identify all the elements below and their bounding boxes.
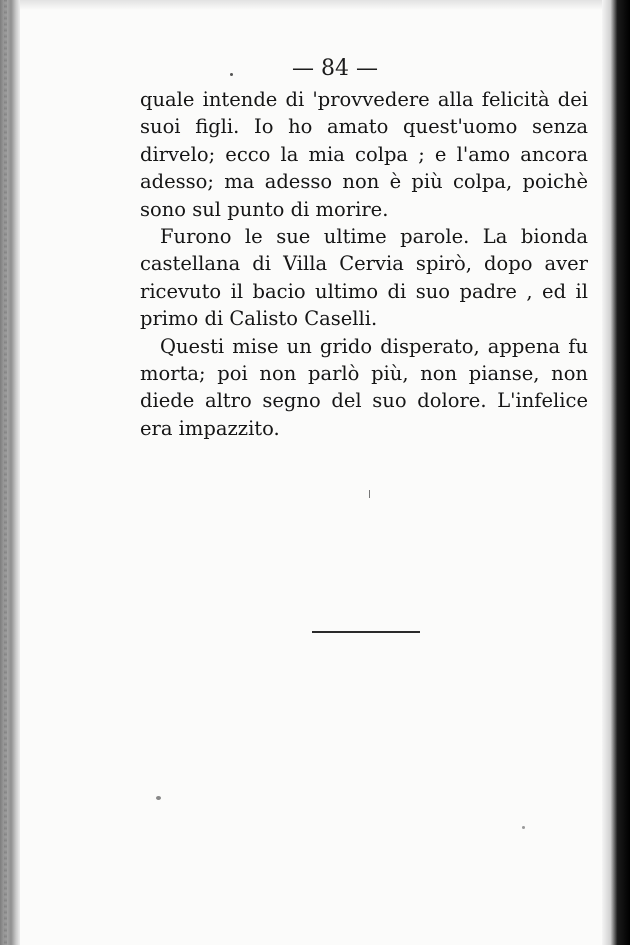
page-number: — 84 — <box>292 56 378 81</box>
page-right-edge <box>602 0 630 945</box>
paragraph-3: Questi mise un grido disperato, appena fu morta; poi non parlò più, non pianse, non diede altro segno del suo dolore. L'infelice era impazzito. <box>140 334 588 440</box>
body-text <box>140 86 588 442</box>
book-spine-edge <box>0 0 20 945</box>
paragraph-1: quale intende di 'provvedere alla felicità dei suoi figli. Io ho amato quest'uomo senza dirvelo; ecco la mia colpa ; e l'amo ancora adesso; ma adesso non è più colpa, poichè sono sul punto di morire. <box>140 88 588 221</box>
scan-speck <box>522 826 525 829</box>
scan-speck <box>230 73 233 76</box>
paragraph-2: Furono le sue ultime parole. La bionda castellana di Villa Cervia spirò, dopo aver ricevuto il bacio ultimo di suo padre , ed il primo di Calisto Caselli. <box>140 225 588 331</box>
scan-speck <box>369 490 370 498</box>
scan-speck <box>156 796 161 800</box>
top-shadow <box>20 0 602 10</box>
end-rule-divider <box>312 631 420 633</box>
